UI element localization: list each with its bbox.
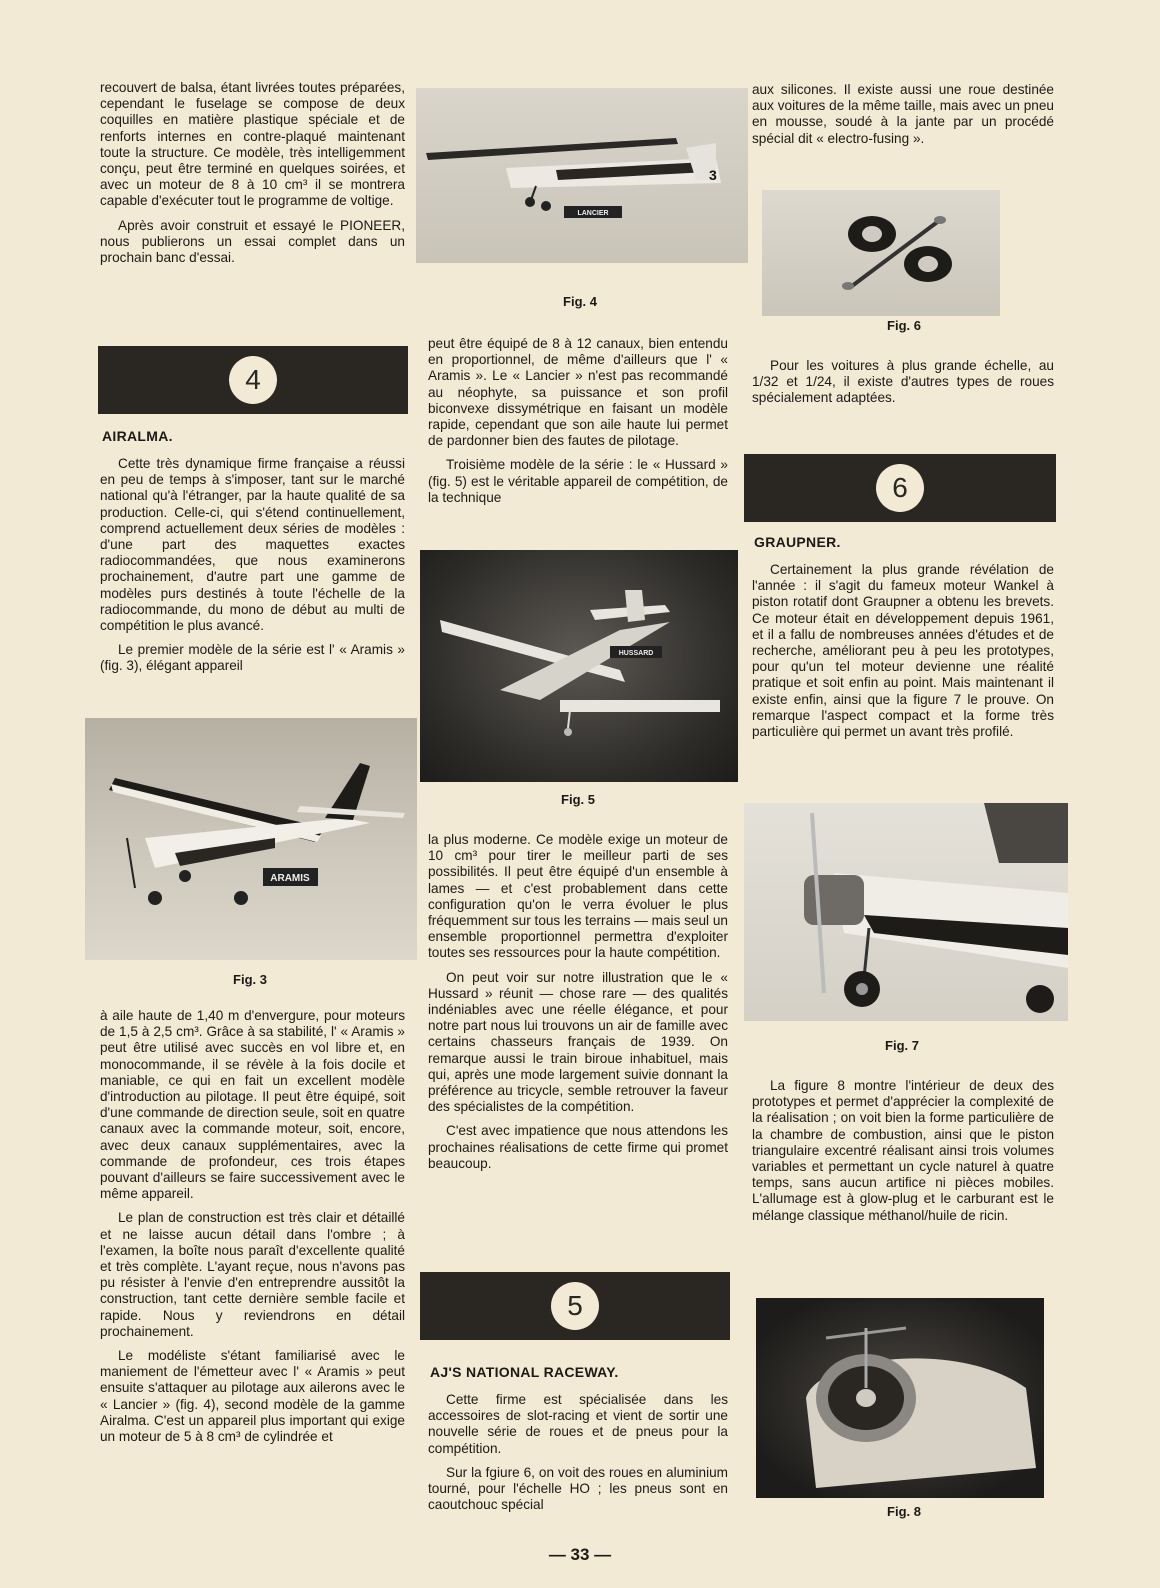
paragraph: à aile haute de 1,40 m d'envergure, pour moteurs de 1,5 à 2,5 cm³. Grâce à sa stabilité, l' « Aramis » peut être utilisé avec succès en vol libre et, en monocommande, il se révèle à la fois docile et maniable, ce qui en fait un excellent modèle d'introduction au pilotage. Il peut être équipé, soit d'une commande de direction seule, soit en quatre canaux avec la commande moteur, soit, encore, avec deux canaux supplémentaires, avec la commande de profondeur, ces trois étapes pouvant d'ailleurs se faire successivement avec le même appareil. bbox=[100, 1008, 405, 1202]
paragraph: peut être équipé de 8 à 12 canaux, bien entendu en proportionnel, de même d'ailleurs que l' « Aramis ». Le « Lancier » n'est pas recommandé au néophyte, sa puissance et son profil biconvexe dissymétrique en faisant un modèle rapide, cependant que son aile haute lui permet de pardonner bien des fautes de pilotage. bbox=[428, 336, 728, 449]
figure-6-photo bbox=[762, 190, 1000, 316]
airplane-hussard-image bbox=[420, 550, 738, 782]
column-2-section-5 bbox=[428, 1392, 728, 1521]
figure-8-caption: Fig. 8 bbox=[887, 1504, 921, 1519]
figure-5-photo bbox=[420, 550, 738, 782]
paragraph: On peut voir sur notre illustration que le « Hussard » réunit — chose rare — des qualités indéniables avec une réelle élégance, et pour notre part nous lui trouvons un air de famille avec certains chasseurs français de 1939. On remarque aussi le train biroue inhabituel, mais qui, après une mode largement suivie donnant la préférence au tricycle, semble retrouver la faveur des spécialistes de la compétition. bbox=[428, 969, 728, 1115]
figure-8-photo bbox=[756, 1298, 1044, 1498]
figure-3-label: ARAMIS bbox=[270, 873, 310, 884]
section-heading: AJ'S NATIONAL RACEWAY. bbox=[430, 1364, 619, 1380]
airplane-lancier-image bbox=[416, 88, 748, 263]
column-3-fig8-text bbox=[752, 1078, 1054, 1232]
engine-plane-image bbox=[744, 803, 1068, 1021]
paragraph: recouvert de balsa, étant livrées toutes préparées, cependant le fuselage se compose de deux coquilles en matière plastique spéciale et de renforts internes en contre-plaqué maintenant toute la structure. Ce modèle, très intelligemment conçu, peut être terminé en quelques soirées, et avec un moteur de 8 à 10 cm³ il se montrera capable d'exécuter tout le programme de voltige. bbox=[100, 80, 405, 209]
column-1-continued bbox=[100, 1008, 405, 1453]
engine-interior-image bbox=[756, 1298, 1044, 1498]
paragraph: Le modéliste s'étant familiarisé avec le maniement de l'émetteur avec l' « Aramis » peut ensuite s'attaquer au pilotage aux ailerons avec le « Lancier » (fig. 4), second modèle de la gamme Airalma. C'est un appareil plus important qui exige un moteur de 5 à 8 cm³ de cylindrée et bbox=[100, 1348, 405, 1445]
section-number: 4 bbox=[229, 356, 277, 404]
figure-4-photo bbox=[416, 88, 748, 263]
section-banner-6 bbox=[744, 454, 1056, 522]
column-3 bbox=[752, 82, 1054, 155]
section-banner-4 bbox=[98, 346, 408, 414]
section-heading: GRAUPNER. bbox=[754, 534, 841, 550]
column-1-body bbox=[100, 456, 405, 683]
column-2-continued bbox=[428, 832, 728, 1180]
figure-7-caption: Fig. 7 bbox=[885, 1038, 919, 1053]
paragraph: Après avoir construit et essayé le PIONEER, nous publierons un essai complet dans un prochain banc d'essai. bbox=[100, 217, 405, 266]
paragraph: Le plan de construction est très clair et détaillé et ne laisse aucun détail dans l'ombre ; à l'examen, la boîte nous paraît d'excellente qualité et très complète. L'ayant reçue, nous n'avons pas pu résister à l'envie d'en entreprendre aussitôt la construction, tant cette dernière semble facile et rapide. Nous y reviendrons en détail prochainement. bbox=[100, 1210, 405, 1339]
paragraph: C'est avec impatience que nous attendons les prochaines réalisations de cette firme qui promet beaucoup. bbox=[428, 1123, 728, 1171]
column-3-section-6 bbox=[752, 562, 1054, 748]
paragraph: Cette très dynamique firme française a réussi en peu de temps à s'imposer, tant sur le marché national qu'à l'étranger, par la haute qualité de sa production. Celle-ci, qui s'étend continuellement, comprend actuellement deux séries de modèles : d'une part des maquettes exactes radiocommandées, que nous examinerons prochainement, d'autre part une gamme de modèles purs destinés à toute l'échelle de la radiocommande, du mono de début au multi de compétition le plus avancé. bbox=[100, 456, 405, 634]
paragraph: La figure 8 montre l'intérieur de deux des prototypes et permet d'apprécier la complexité de la réalisation ; on voit bien la forme particulière de la chambre de combustion, ainsi que le piston triangulaire excentré réalisant ainsi trois volumes variables et permettant un cycle naturel à quatre temps, sans aucun artifice ni pièces mobiles. L'allumage est à glow-plug et le carburant est le mélange classique méthanol/huile de ricin. bbox=[752, 1078, 1054, 1223]
section-heading: AIRALMA. bbox=[102, 428, 173, 444]
figure-4-caption: Fig. 4 bbox=[563, 294, 597, 309]
section-number: 6 bbox=[876, 464, 924, 512]
paragraph: Certainement la plus grande révélation de l'année : il s'agit du fameux moteur Wankel à piston rotatif dont Graupner a obtenu les brevets. Ce moteur était en développement depuis 1961, et il a fallu de nombreuses années d'études et de recherche, améliorant peu à peu les prototypes, pour qu'un tel moteur devienne une réalité pratique et soit enfin au point. Mais maintenant il existe enfin, ainsi que la figure 7 le prouve. On remarque l'aspect compact et la forme très particulière qui permet un avant très profilé. bbox=[752, 562, 1054, 740]
figure-4-label: LANCIER bbox=[577, 210, 609, 217]
wheels-image bbox=[762, 190, 1000, 316]
section-banner-5 bbox=[420, 1272, 730, 1340]
figure-6-caption: Fig. 6 bbox=[887, 318, 921, 333]
figure-3-caption: Fig. 3 bbox=[233, 972, 267, 987]
paragraph: Sur la fgiure 6, on voit des roues en aluminium tourné, pour l'échelle HO ; les pneus sont en caoutchouc spécial bbox=[428, 1464, 728, 1513]
paragraph: Troisième modèle de la série : le « Hussard » (fig. 5) est le véritable appareil de compétition, de la technique bbox=[428, 457, 728, 505]
svg-text:3: 3 bbox=[709, 167, 717, 183]
column-2 bbox=[428, 336, 728, 514]
figure-7-photo bbox=[744, 803, 1068, 1021]
paragraph: la plus moderne. Ce modèle exige un moteur de 10 cm³ pour tirer le meilleur parti de ses possibilités. Il peut être équipé d'un ensemble à lames — et c'est probablement dans cette configuration qu'on le verra évoluer le plus fréquemment sur tous les terrains — mais seul un ensemble proportionnel permettra d'exploiter toutes ses ressources pour la haute compétition. bbox=[428, 832, 728, 961]
paragraph: aux silicones. Il existe aussi une roue destinée aux voitures de la même taille, mais avec un pneu en mousse, soudé à la jante par un procédé spécial dit « electro-fusing ». bbox=[752, 82, 1054, 146]
column-3-continued bbox=[752, 358, 1054, 415]
section-number: 5 bbox=[551, 1282, 599, 1330]
figure-5-caption: Fig. 5 bbox=[561, 792, 595, 807]
figure-5-label: HUSSARD bbox=[618, 650, 654, 657]
paragraph: Pour les voitures à plus grande échelle, au 1/32 et 1/24, il existe d'autres types de roues spécialement adaptées. bbox=[752, 358, 1054, 406]
column-1 bbox=[100, 80, 405, 274]
paragraph: Le premier modèle de la série est l' « Aramis » (fig. 3), élégant appareil bbox=[100, 642, 405, 674]
paragraph: Cette firme est spécialisée dans les accessoires de slot-racing et vient de sortir une nouvelle série de roues et de pneus pour la compétition. bbox=[428, 1392, 728, 1456]
page-number: — 33 — bbox=[548, 1545, 612, 1564]
figure-3-photo bbox=[85, 718, 417, 960]
airplane-aramis-image bbox=[85, 718, 417, 960]
